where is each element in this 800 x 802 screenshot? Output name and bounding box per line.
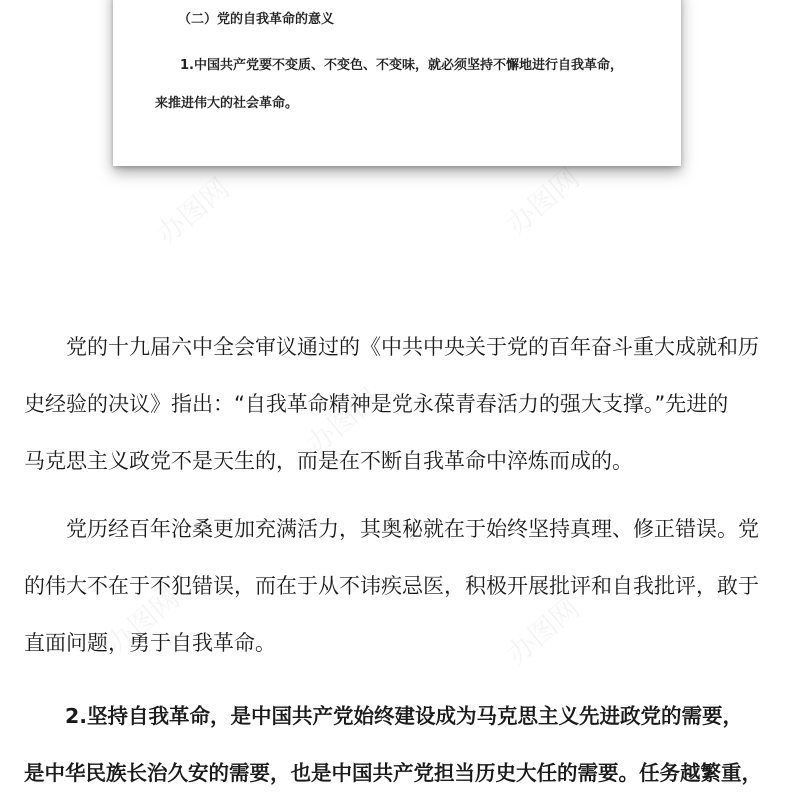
paragraph-line: 党历经百年沧桑更加充满活力，其奥秘就在于始终坚持真理、修正错误。党 <box>24 517 759 541</box>
watermark <box>497 158 587 243</box>
paragraph-line: 直面问题，勇于自我革命。 <box>24 631 276 655</box>
paragraph-line: 马克思主义政党不是天生的，而是在不断自我革命中淬炼而成的。 <box>24 449 633 473</box>
paragraph-line: 的伟大不在于不犯错误，而在于从不讳疾忌医，积极开展批评和自我批评，敢于 <box>24 574 759 598</box>
paragraph-line: 党的十九届六中全会审议通过的《中共中央关于党的百年奋斗重大成就和历 <box>24 335 759 359</box>
paragraph-line: 是中华民族长治久安的需要，也是中国共产党担当历史大任的需要。任务越繁重， <box>24 761 762 785</box>
paragraph-3-bold <box>24 688 780 802</box>
paragraph-line: 史经验的决议》指出：“自我革命精神是党永葆青春活力的强大支撑。”先进的 <box>24 392 729 416</box>
card-text-line-1: 1.中国共产党要不变质、不变色、不变味，就必须坚持不懈地进行自我革命， <box>180 58 623 73</box>
paragraph-1 <box>24 319 780 490</box>
paragraph-line: 2.坚持自我革命，是中国共产党始终建设成为马克思主义先进政党的需要， <box>24 704 744 728</box>
section-heading: （二）党的自我革命的意义 <box>178 12 335 27</box>
watermark <box>147 168 237 253</box>
paragraph-2 <box>24 501 780 672</box>
card-text-line-2: 来推进伟大的社会革命。 <box>155 96 299 111</box>
document-card <box>113 0 681 166</box>
